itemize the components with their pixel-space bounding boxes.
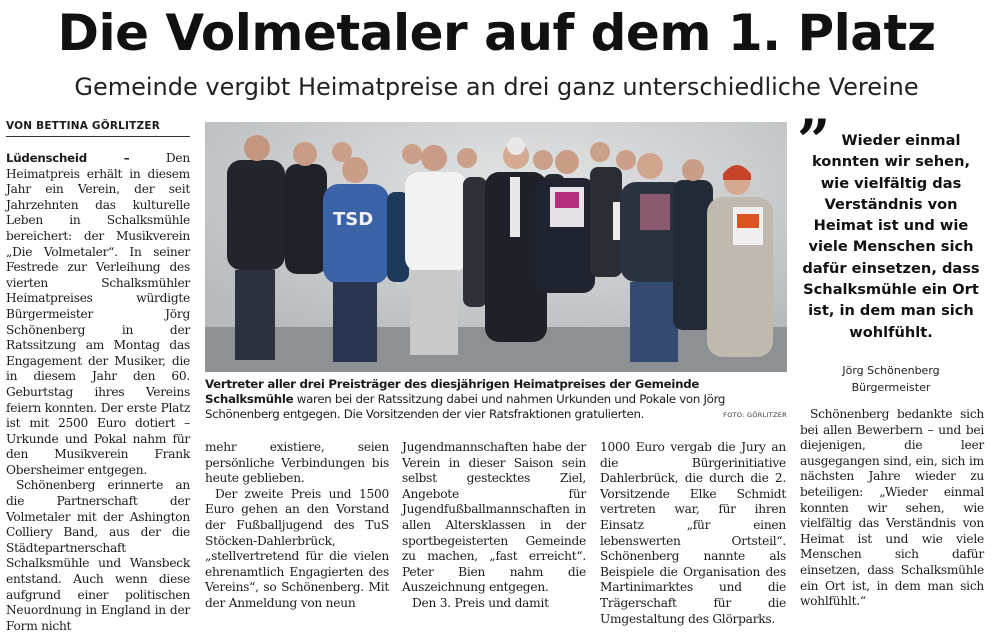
pull-quote: Wieder einmal konnten wir sehen, wie vielfältig das Verständnis von Heimat ist und wie viele Menschen sich dafür einsetzen, dass Schalksmühle ein Ort ist, in dem man sich wohlfühlt. — [802, 132, 980, 341]
quote-author-role: Bürgermeister — [851, 381, 931, 394]
paragraph: Jugendmannschaften habe der Verein in dieser Saison sein selbst gestecktes Ziel, Angebote für Jugendfußballmannschaften in allen Altersklassen in der sportbegeisterten Gemeinde zu machen, „fast erreicht“. Peter Bien nahm die Auszeichnung entgegen. — [402, 440, 586, 595]
article-column-1 — [6, 151, 190, 634]
caption-text: waren bei der Ratssitzung dabei und nahmen Urkunden und Pokale von Jörg Schönenberg entgegen. Die Vorsitzenden der vier Ratsfraktionen gratulierten. — [205, 392, 726, 421]
paragraph: 1000 Euro vergab die Jury an die Bürgerinitiative Dahlerbrück, die durch die 2. Vorsitzende Elke Schmidt vertreten war, für ihren Einsatz „für einen lebenswerten Ortsteil“. Schönenberg nannte als Beispiele die Organisation des Martinimarktes und die Trägerschaft für die Umgestaltung des Glörparks. — [600, 440, 786, 626]
subheadline: Gemeinde vergibt Heimatpreise an drei ganz unterschiedliche Vereine — [74, 73, 919, 101]
article-photo — [205, 122, 787, 372]
article-column-3 — [402, 440, 586, 612]
paragraph-text: Den Heimatpreis erhält in diesem Jahr ein Verein, der seit Jahrzehnten das kulturelle Leben in Schalksmühle bereichert: der Musikverein „Die Volmetaler“. In seiner Festrede zur Verleihung des vierten Schalksmühler Heimatpreises würdigte Bürgermeister Jörg Schönenberg in der Ratssitzung am Montag das Engagement der Musiker, die in diesem Jahr den 60. Geburtstag ihres Vereins feiern konnten. Der erste Platz ist mit 2500 Euro dotiert – Urkunde und Pokal nahm für den Musikverein Frank Obersheimer entgegen. — [6, 151, 190, 477]
paragraph — [6, 151, 190, 478]
paragraph: Den 3. Preis und damit — [412, 595, 549, 610]
byline: VON BETTINA GÖRLITZER — [6, 119, 190, 137]
group-photo-illustration — [205, 122, 787, 372]
paragraph: Schönenberg erinnerte an die Partnerschaft der Volmetaler mit der Ashington Colliery Band, aus der die Städtepartnerschaft Schalksmühle und Wansbeck entstand. Auch wenn diese aufgrund einer politischen Neuordnung in England in der Form nicht — [6, 478, 190, 633]
headline: Die Volmetaler auf dem 1. Platz — [57, 4, 936, 62]
dateline: Lüdenscheid – — [6, 151, 130, 165]
article-column-5 — [800, 407, 984, 610]
quote-author: Jörg Schönenberg — [842, 364, 940, 377]
photo-caption — [205, 377, 787, 422]
article-column-4 — [600, 440, 786, 627]
paragraph: Schönenberg bedankte sich bei allen Bewerbern – und bei diejenigen, die leer ausgegangen sind, ein, sich im nächsten Jahre wieder zu beteiligen: „Wieder einmal konnten wir sehen, wie vielfältig das Verständnis von Heimat ist und wie viele Menschen sich dafür einsetzen, dass Schalksmühle ein Ort ist, in dem man sich wohlfühlt.“ — [800, 407, 984, 609]
quote-mark-icon: ” — [797, 107, 831, 175]
shirt-label: TSD — [333, 209, 374, 230]
paragraph: Der zweite Preis und 1500 Euro gehen an den Vorstand der Fußballjugend des TuS Stöcken-Dahlerbrück, „stellvertretend für die vielen ehrenamtlich Engagierten des Vereins“, so Schönenberg. Mit der Anmeldung von neun — [205, 486, 389, 610]
pull-quote-attribution — [800, 362, 982, 396]
article-column-2 — [205, 440, 389, 612]
photo-credit: FOTO: GÖRLITZER — [723, 411, 787, 419]
paragraph: mehr existiere, seien persönliche Verbindungen bis heute geblieben. — [205, 440, 389, 486]
caption-lead: Vertreter aller drei Preisträger des diesjährigen Heimatpreises der Gemeinde Schalksmühle — [205, 377, 700, 406]
